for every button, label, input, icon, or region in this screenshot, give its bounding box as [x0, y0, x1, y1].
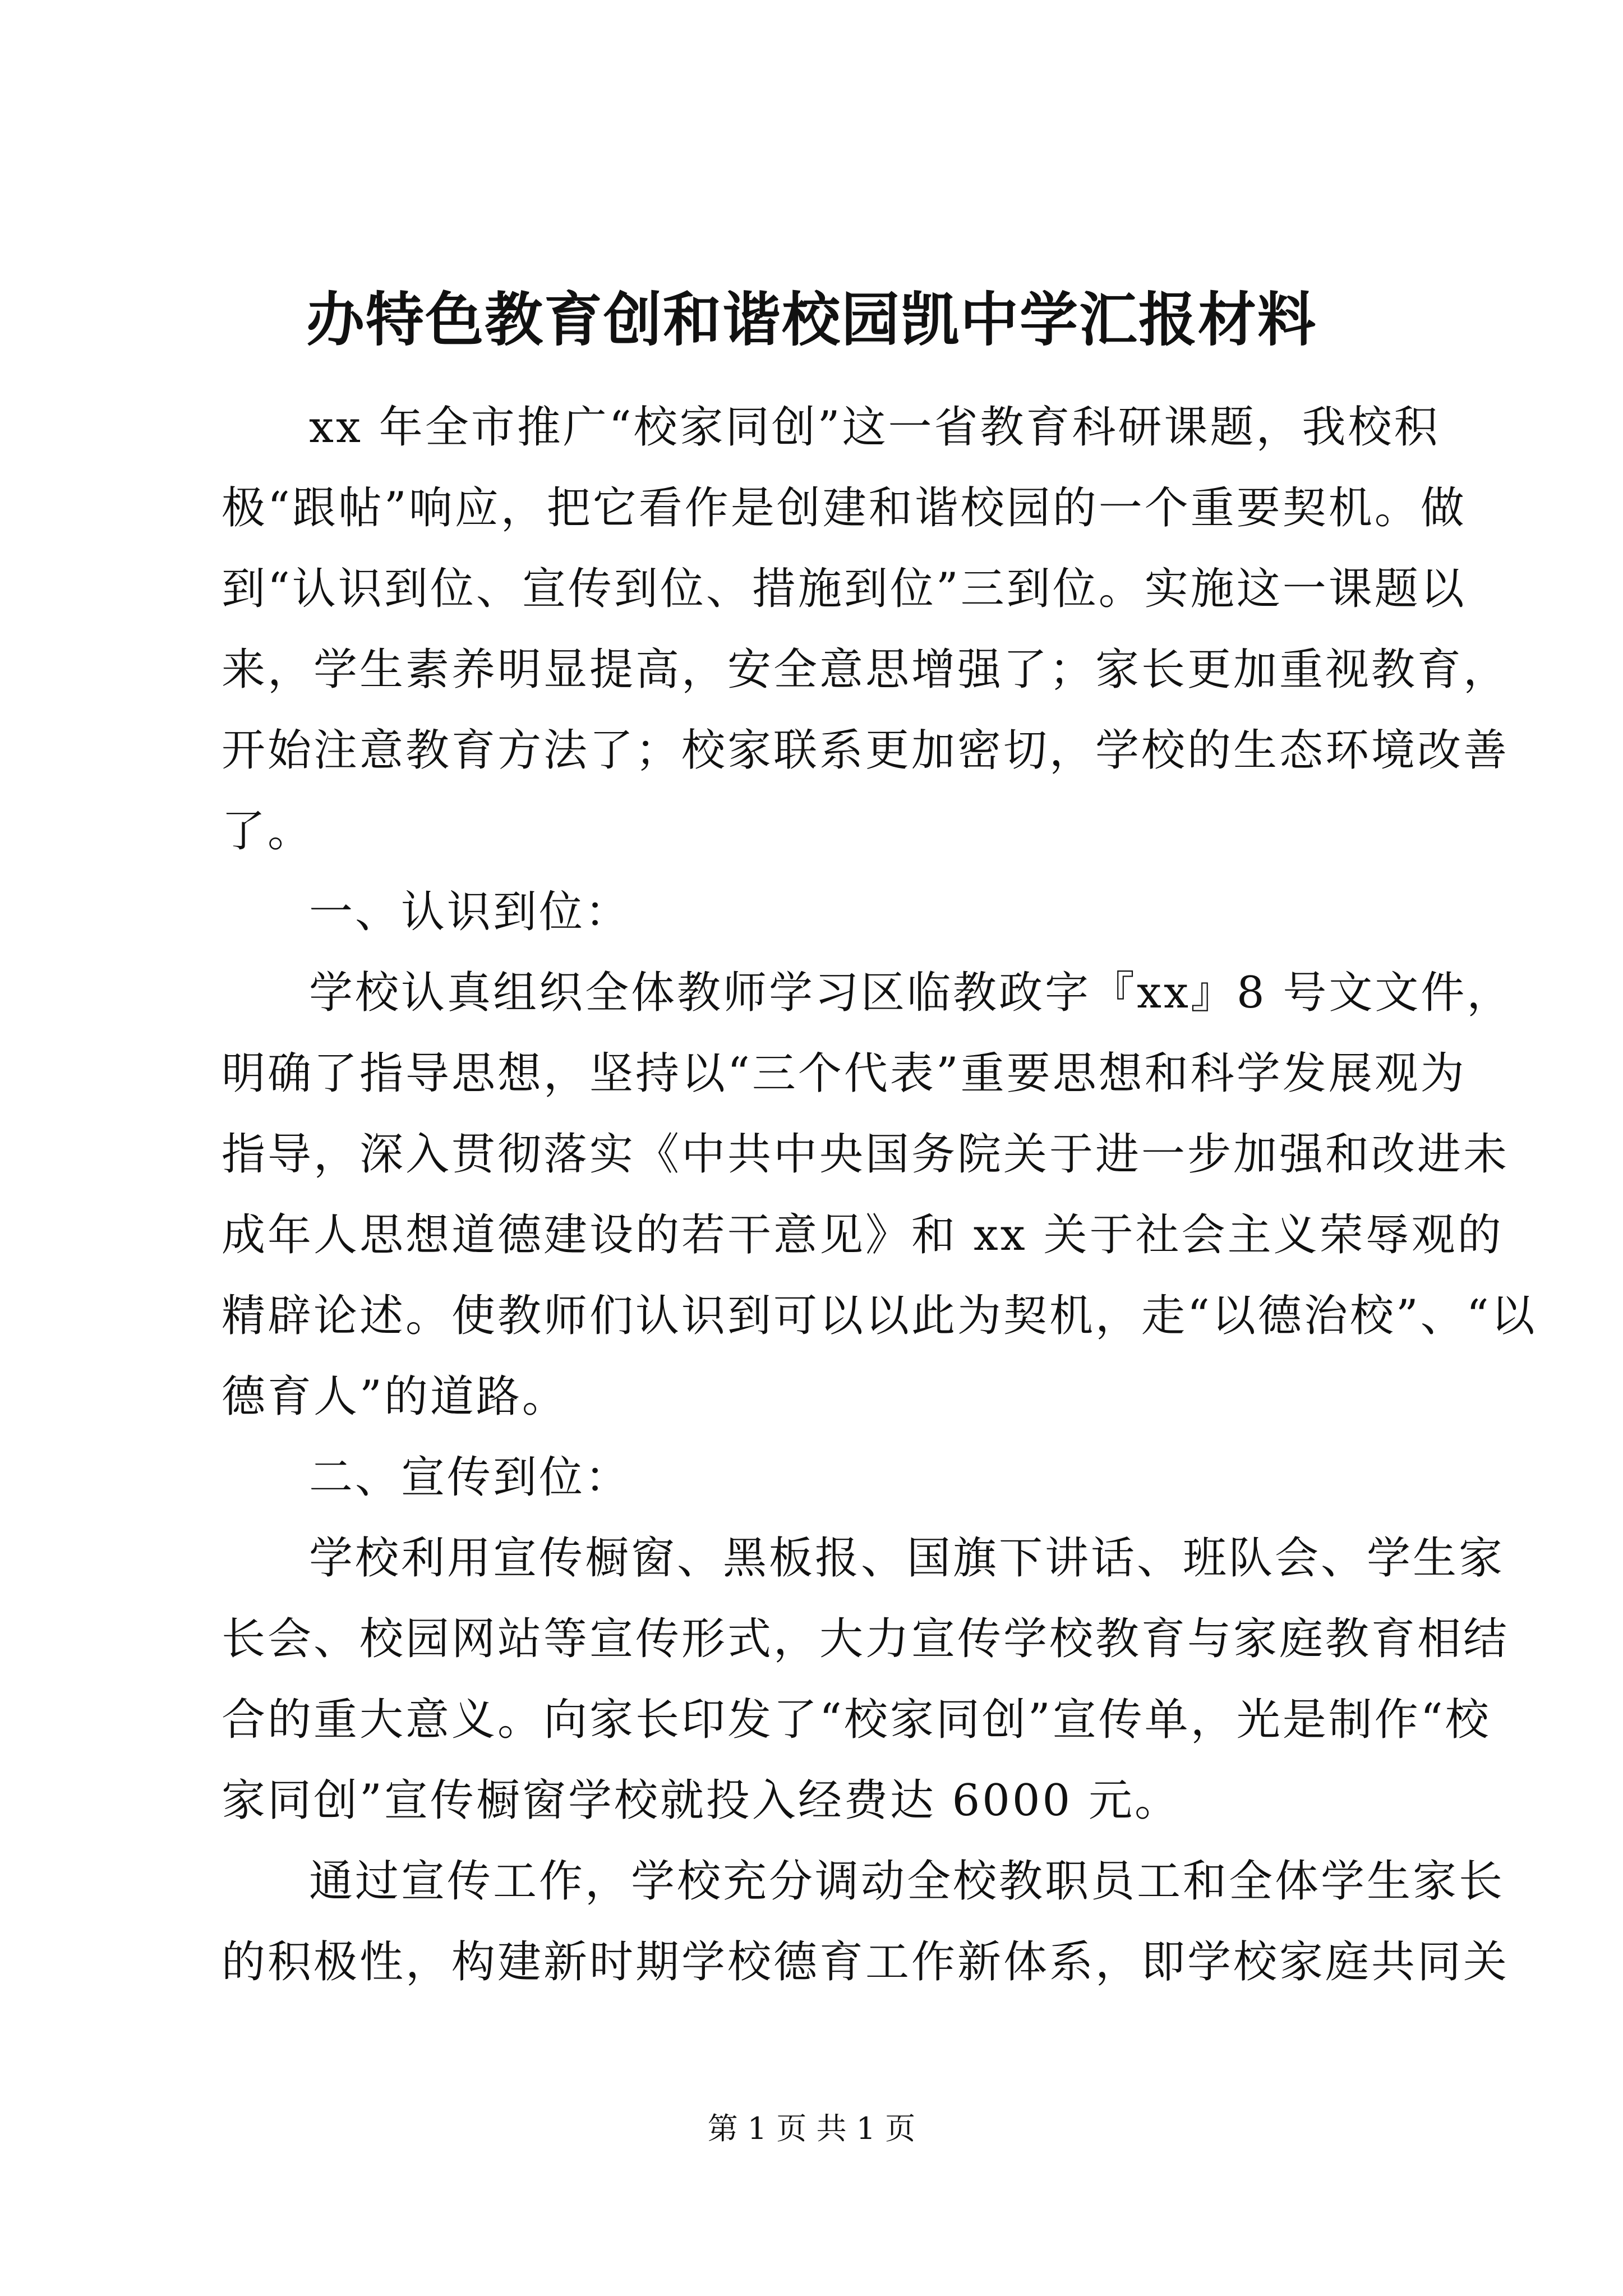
paragraph-line: 学校利用宣传橱窗、黑板报、国旗下讲话、班队会、学生家	[309, 1533, 1505, 1584]
paragraph-line: 学校认真组织全体教师学习区临教政字『xx』8 号文文件，	[309, 968, 1513, 1018]
document-body	[222, 387, 1537, 2003]
paragraph-line: 来，学生素养明显提高，安全意思增强了；家长更加重视教育，	[222, 645, 1510, 695]
section-heading: 二、宣传到位：	[309, 1452, 631, 1503]
document-title: 办特色教育创和谐校园凯中学汇报材料	[306, 285, 1317, 354]
paragraph-line: 了。	[222, 806, 314, 857]
paragraph-line: 通过宣传工作，学校充分调动全校教职员工和全体学生家长	[309, 1856, 1505, 1907]
paragraph-line: 到“认识到位、宣传到位、措施到位”三到位。实施这一课题以	[222, 564, 1467, 614]
paragraph-line: 长会、校园网站等宣传形式，大力宣传学校教育与家庭教育相结	[222, 1614, 1510, 1664]
paragraph-line: xx 年全市推广“校家同创”这一省教育科研课题，我校积	[309, 402, 1440, 453]
paragraph-line: 德育人”的道路。	[222, 1372, 568, 1422]
paragraph-line: 极“跟帖”响应，把它看作是创建和谐校园的一个重要契机。做	[222, 483, 1467, 533]
paragraph-line: 明确了指导思想，坚持以“三个代表”重要思想和科学发展观为	[222, 1048, 1467, 1099]
paragraph-line: 的积极性，构建新时期学校德育工作新体系，即学校家庭共同关	[222, 1937, 1510, 1987]
page-number: 第 1 页 共 1 页	[707, 2111, 916, 2146]
paragraph-line: 精辟论述。使教师们认识到可以以此为契机，走“以德治校”、“以	[222, 1291, 1537, 1341]
paragraph-line: 指导，深入贯彻落实《中共中央国务院关于进一步加强和改进未	[222, 1129, 1510, 1180]
paragraph-line: 开始注意教育方法了；校家联系更加密切，学校的生态环境改善	[222, 725, 1510, 776]
paragraph-line: 成年人思想道德建设的若干意见》和 xx 关于社会主义荣辱观的	[222, 1210, 1504, 1260]
paragraph-line: 合的重大意义。向家长印发了“校家同创”宣传单，光是制作“校	[222, 1695, 1491, 1745]
section-heading: 一、认识到位：	[309, 887, 631, 937]
paragraph-line: 家同创”宣传橱窗学校就投入经费达 6000 元。	[222, 1775, 1181, 1826]
